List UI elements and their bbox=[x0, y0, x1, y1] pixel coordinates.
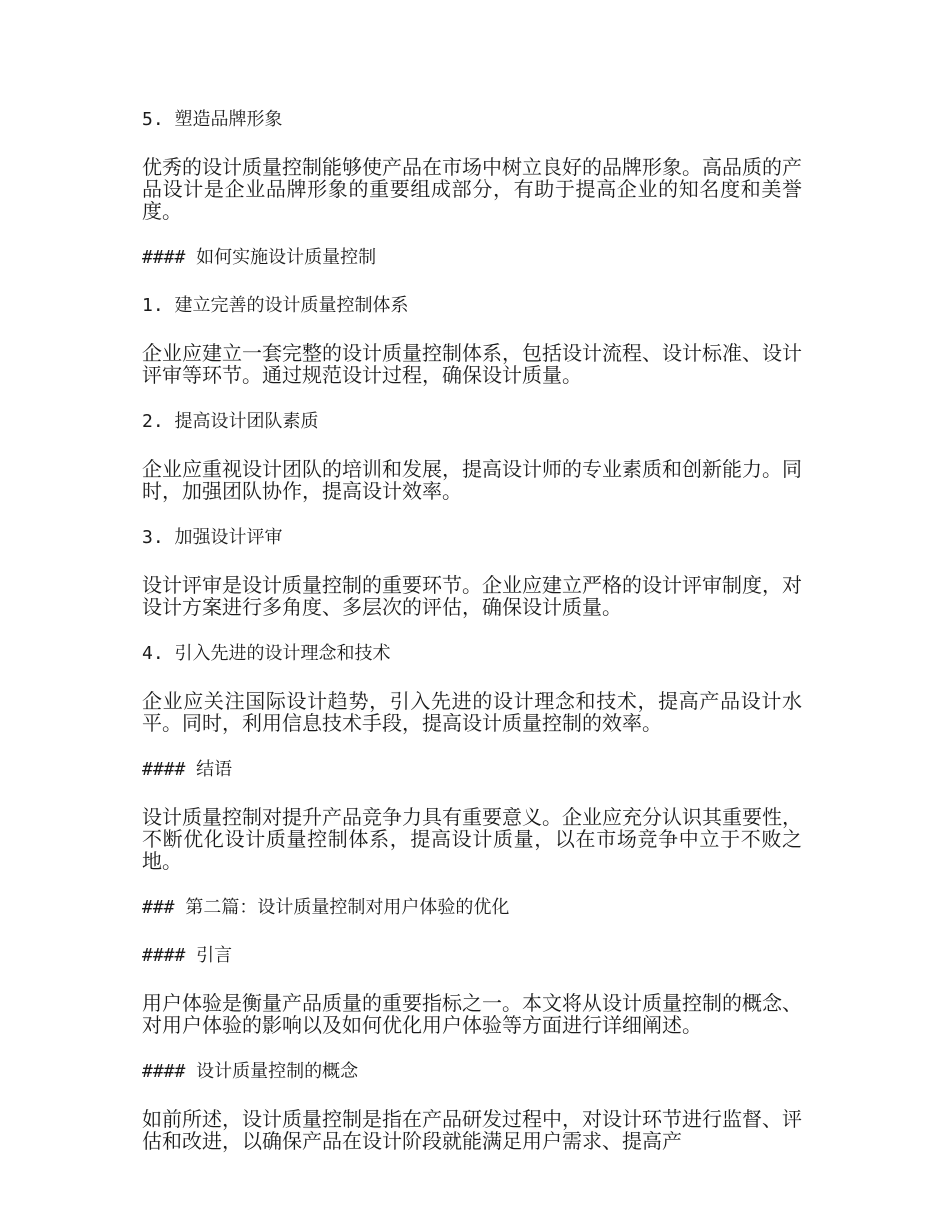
paragraph: 如前所述，设计质量控制是指在产品研发过程中，对设计环节进行监督、评估和改进，以确保产品在设计阶段就能满足用户需求、提高产 bbox=[142, 1107, 802, 1153]
paragraph: 企业应重视设计团队的培训和发展，提高设计师的专业素质和创新能力。同时，加强团队协作，提高设计效率。 bbox=[142, 457, 802, 503]
section-heading: 3. 加强设计评审 bbox=[142, 527, 283, 548]
paragraph: 设计质量控制对提升产品竞争力具有重要意义。企业应充分认识其重要性，不断优化设计质量控制体系，提高设计质量，以在市场竞争中立于不败之地。 bbox=[142, 805, 802, 873]
section-heading: #### 引言 bbox=[142, 945, 233, 966]
paragraph: 企业应建立一套完整的设计质量控制体系，包括设计流程、设计标准、设计评审等环节。通过规范设计过程，确保设计质量。 bbox=[142, 341, 802, 387]
paragraph: 优秀的设计质量控制能够使产品在市场中树立良好的品牌形象。高品质的产品设计是企业品牌形象的重要组成部分，有助于提高企业的知名度和美誉度。 bbox=[142, 155, 802, 223]
section-heading: 4. 引入先进的设计理念和技术 bbox=[142, 643, 391, 664]
section-heading: #### 如何实施设计质量控制 bbox=[142, 247, 377, 268]
section-heading: 5. 塑造品牌形象 bbox=[142, 109, 283, 130]
section-heading: #### 设计质量控制的概念 bbox=[142, 1061, 359, 1082]
section-heading: 1. 建立完善的设计质量控制体系 bbox=[142, 295, 409, 316]
paragraph: 设计评审是设计质量控制的重要环节。企业应建立严格的设计评审制度，对设计方案进行多角度、多层次的评估，确保设计质量。 bbox=[142, 573, 802, 619]
document-page bbox=[142, 108, 802, 1176]
paragraph: 企业应关注国际设计趋势，引入先进的设计理念和技术，提高产品设计水平。同时，利用信息技术手段，提高设计质量控制的效率。 bbox=[142, 689, 802, 735]
section-heading: #### 结语 bbox=[142, 759, 233, 780]
section-heading: 2. 提高设计团队素质 bbox=[142, 411, 319, 432]
paragraph: 用户体验是衡量产品质量的重要指标之一。本文将从设计质量控制的概念、对用户体验的影响以及如何优化用户体验等方面进行详细阐述。 bbox=[142, 991, 802, 1037]
section-heading: ### 第二篇：设计质量控制对用户体验的优化 bbox=[142, 897, 510, 918]
